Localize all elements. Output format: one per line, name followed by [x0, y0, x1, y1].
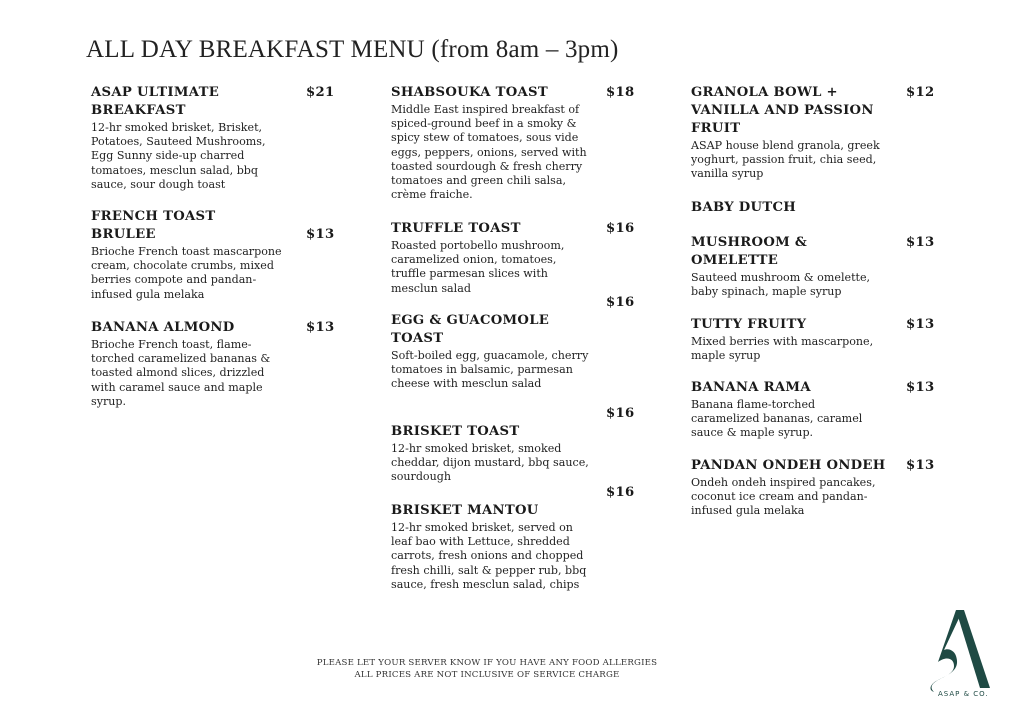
menu-item-name: BANANA RAMA: [691, 380, 811, 395]
menu-section-heading: BABY DUTCH: [691, 200, 797, 215]
menu-item-granola-bowl: [691, 84, 895, 182]
menu-item-description: ASAP house blend granola, greek yoghurt, passion fruit, chia seed, vanilla syrup: [691, 139, 880, 181]
menu-item-description: 12-hr smoked brisket, smoked cheddar, dijon mustard, bbq sauce, sourdough: [391, 442, 589, 484]
menu-item-name: TRUFFLE TOAST: [391, 221, 521, 236]
menu-item-price: $16: [606, 221, 635, 236]
menu-item-banana-almond: [91, 319, 287, 409]
menu-item-egg-guacomole-toast: [391, 312, 591, 392]
menu-item-description: Middle East inspired breakfast of spiced-ground beef in a smoky & spicy stew of tomatoes, sous vide eggs, peppers, onions, served with toasted sourdough & fresh cherry tomatoes and green chili salsa, crème fraiche.: [391, 103, 587, 202]
menu-item-name: GRANOLA BOWL + VANILLA AND PASSION FRUIT: [691, 85, 874, 136]
menu-item-brisket-mantou: [391, 502, 595, 592]
menu-title: ALL DAY BREAKFAST MENU (from 8am – 3pm): [86, 36, 619, 63]
menu-item-tutty-fruity: [691, 316, 891, 363]
menu-item-price: $16: [606, 295, 635, 310]
menu-item-french-toast-brulee: [91, 208, 291, 302]
menu-item-description: Ondeh ondeh inspired pancakes, coconut ice cream and pandan-infused gula melaka: [691, 476, 876, 518]
allergy-notice: PLEASE LET YOUR SERVER KNOW IF YOU HAVE ANY FOOD ALLERGIES: [316, 658, 658, 668]
menu-item-price: $13: [306, 227, 335, 242]
menu-item-name: EGG & GUACOMOLE TOAST: [391, 313, 550, 346]
menu-item-description: Brioche French toast mascarpone cream, chocolate crumbs, mixed berries compote and pandan-infused gula melaka: [91, 245, 282, 301]
menu-item-mushroom-omelette: [691, 234, 891, 299]
asap-a-logo-icon: [916, 606, 996, 701]
menu-item-name: MUSHROOM & OMELETTE: [691, 235, 808, 268]
menu-item-description: 12-hr smoked brisket, Brisket, Potatoes, Sauteed Mushrooms, Egg Sunny side-up charred tomatoes, mesclun salad, bbq sauce, sour dough toast: [91, 121, 266, 191]
menu-item-price: $13: [906, 458, 935, 473]
menu-item-price: $16: [606, 485, 635, 500]
menu-item-price: $12: [906, 85, 935, 100]
menu-item-description: Sauteed mushroom & omelette, baby spinach, maple syrup: [691, 271, 871, 299]
menu-item-price: $21: [306, 85, 335, 100]
menu-item-name: ASAP ULTIMATE BREAKFAST: [91, 85, 220, 118]
menu-item-asap-ultimate-breakfast: [91, 84, 291, 192]
menu-item-pandan-ondeh-ondeh: [691, 457, 895, 519]
service-charge-notice: ALL PRICES ARE NOT INCLUSIVE OF SERVICE CHARGE: [354, 669, 620, 680]
menu-section-baby-dutch: [691, 199, 891, 217]
menu-item-price: $13: [306, 320, 335, 335]
menu-item-shabsouka-toast: [391, 84, 595, 202]
menu-item-name: FRENCH TOAST BRULEE: [91, 209, 216, 242]
menu-item-name: SHABSOUKA TOAST: [391, 85, 548, 100]
menu-item-price: $13: [906, 317, 935, 332]
menu-item-brisket-toast: [391, 423, 591, 485]
menu-footer-notice: [250, 658, 724, 681]
brand-name: ASAP & CO.: [938, 690, 989, 698]
menu-item-name: BANANA ALMOND: [91, 320, 235, 335]
menu-item-name: BRISKET MANTOU: [391, 503, 539, 518]
menu-item-truffle-toast: [391, 220, 591, 296]
menu-item-description: Roasted portobello mushroom, caramelized onion, tomatoes, truffle parmesan slices with mesclun salad: [391, 239, 565, 295]
menu-item-name: TUTTY FRUITY: [691, 317, 807, 332]
menu-item-banana-rama: [691, 379, 881, 441]
logo-left-swoosh: [931, 610, 960, 692]
menu-item-description: Mixed berries with mascarpone, maple syrup: [691, 335, 874, 363]
menu-item-name: PANDAN ONDEH ONDEH: [691, 458, 886, 473]
menu-item-description: Brioche French toast, flame-torched caramelized bananas & toasted almond slices, drizzled with caramel sauce and maple syrup.: [91, 338, 271, 408]
menu-item-price: $13: [906, 235, 935, 250]
menu-item-name: BRISKET TOAST: [391, 424, 520, 439]
menu-item-description: 12-hr smoked brisket, served on leaf bao with Lettuce, shredded carrots, fresh onions and chopped fresh chilli, salt & pepper rub, bbq sauce, fresh mesclun salad, chips: [391, 521, 587, 591]
menu-item-price: $13: [906, 380, 935, 395]
logo-right-stroke: [956, 610, 990, 688]
menu-item-price: $16: [606, 406, 635, 421]
menu-item-price: $18: [606, 85, 635, 100]
menu-item-description: Banana flame-torched caramelized bananas, caramel sauce & maple syrup.: [691, 398, 863, 440]
menu-item-description: Soft-boiled egg, guacamole, cherry tomatoes in balsamic, parmesan cheese with mesclun salad: [391, 349, 589, 391]
